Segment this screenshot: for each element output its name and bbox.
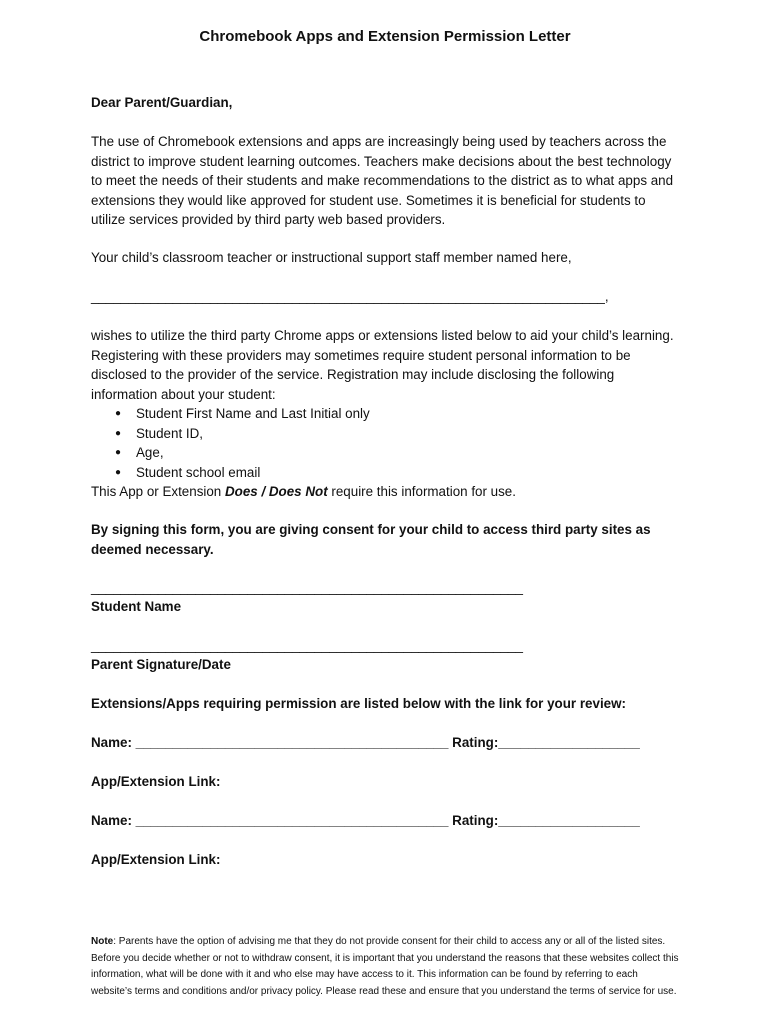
- wishes-paragraph: wishes to utilize the third party Chrome apps or extensions listed below to aid your child’s learning. Registering with these providers may sometimes require student personal information to be disclosed to the provider of the service. Registration may include disclosing the following information about your student:: [91, 328, 674, 402]
- note-paragraph: [91, 934, 681, 1000]
- entry-name-blank: __________________________________________: [135, 813, 449, 828]
- info-item: ● Age,: [136, 443, 681, 463]
- student-name-blank: __________________________________________________________: [91, 580, 523, 595]
- teacher-name-blank: _____________________________________________________________________,: [91, 289, 609, 304]
- consent-statement: By signing this form, you are giving consent for your child to access third party sites as deemed necessary.: [91, 522, 651, 557]
- entry-name-line: [91, 811, 681, 831]
- info-item: ● Student First Name and Last Initial only: [136, 404, 681, 424]
- requirement-choice: Does / Does Not: [224, 484, 328, 499]
- requirement-prefix: This App or Extension: [91, 484, 225, 499]
- entry-name-label: Name:: [91, 735, 136, 750]
- entry-name-label: Name:: [91, 813, 136, 828]
- greeting: Dear Parent/Guardian,: [91, 95, 233, 110]
- entry-name-blank: __________________________________________: [135, 735, 449, 750]
- document-title: Chromebook Apps and Extension Permission Letter: [199, 28, 571, 45]
- entry-link-label: App/Extension Link:: [91, 852, 221, 867]
- entry-rating-blank: ___________________: [498, 735, 640, 750]
- teacher-line: Your child’s classroom teacher or instructional support staff member named here,: [91, 250, 572, 265]
- requirement-line: [91, 482, 681, 502]
- info-item: ● Student ID,: [136, 424, 681, 444]
- entry-name-line: [91, 733, 681, 753]
- entry-link-label: App/Extension Link:: [91, 774, 221, 789]
- info-item: ● Student school email: [136, 463, 681, 483]
- info-list: [91, 404, 681, 482]
- note-label: Note: [91, 936, 114, 947]
- entry-rating-label: Rating:: [448, 735, 499, 750]
- entry-rating-blank: ___________________: [498, 813, 640, 828]
- note-text: : Parents have the option of advising me that they do not provide consent for their child to access any or all of the listed sites. Before you decide whether or not to withdraw consent, it is important that you understand the reasons that these websites collect this information, what will be done with it and who else may have access to it. This information can be found by referring to each website’s terms and conditions and/or privacy policy. Please read these and ensure that you understand the terms of service for use.: [91, 936, 679, 997]
- wishes-section: [91, 326, 681, 502]
- parent-signature-blank: __________________________________________________________: [91, 638, 523, 653]
- intro-paragraph: The use of Chromebook extensions and apps are increasingly being used by teachers across the district to improve student learning outcomes. Teachers make decisions about the best technology to meet the needs of their students and make recommendations to the district as to what apps and extensions they would like approved for student use. Sometimes it is beneficial for students to utilize services provided by third party web based providers.: [91, 134, 674, 227]
- student-name-label: Student Name: [91, 599, 182, 614]
- entry-rating-label: Rating:: [448, 813, 499, 828]
- parent-signature-label: Parent Signature/Date: [91, 657, 231, 672]
- extensions-heading: Extensions/Apps requiring permission are listed below with the link for your review:: [91, 696, 626, 711]
- requirement-suffix: require this information for use.: [327, 484, 516, 499]
